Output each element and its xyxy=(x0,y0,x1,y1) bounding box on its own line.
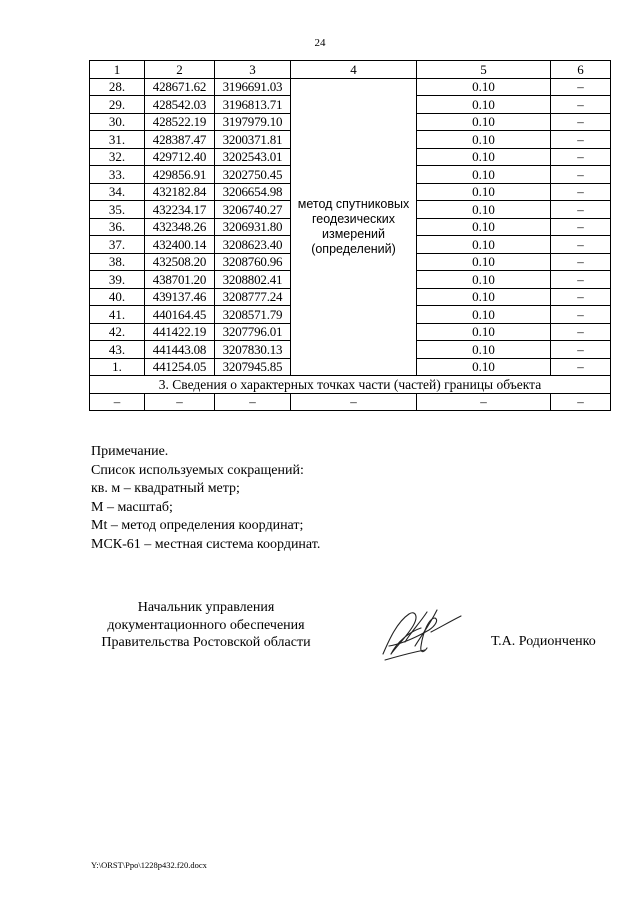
coord-y: 3197979.10 xyxy=(215,113,291,131)
coord-y: 3206931.80 xyxy=(215,218,291,236)
accuracy-mt: 0.10 xyxy=(417,236,551,254)
coord-y: 3208802.41 xyxy=(215,271,291,289)
header-row xyxy=(90,61,611,79)
coord-y: 3202543.01 xyxy=(215,148,291,166)
coord-x: 428387.47 xyxy=(145,131,215,149)
point-number: 35. xyxy=(90,201,145,219)
notes-line: Список используемых сокращений: xyxy=(91,462,304,478)
coord-x: 432508.20 xyxy=(145,253,215,271)
method-line: (определений) xyxy=(311,241,396,256)
row-note: – xyxy=(551,271,611,289)
method-line: метод спутниковых xyxy=(297,196,410,211)
coord-y: 3202750.45 xyxy=(215,166,291,184)
point-number: 37. xyxy=(90,236,145,254)
header-col-5: 5 xyxy=(417,61,551,79)
position-line: Правительства Ростовской области xyxy=(101,635,311,650)
row-note: – xyxy=(551,148,611,166)
coord-x: 432348.26 xyxy=(145,218,215,236)
accuracy-mt: 0.10 xyxy=(417,306,551,324)
point-number: 28. xyxy=(90,78,145,96)
coord-x: 441422.19 xyxy=(145,323,215,341)
point-number: 33. xyxy=(90,166,145,184)
coord-x: 428671.62 xyxy=(145,78,215,96)
row-note: – xyxy=(551,113,611,131)
point-number: 42. xyxy=(90,323,145,341)
coord-x: 440164.45 xyxy=(145,306,215,324)
notes-line: Mt – метод определения координат; xyxy=(91,518,304,533)
point-number: 1. xyxy=(90,358,145,376)
coord-y: 3208777.24 xyxy=(215,288,291,306)
empty-cell: – xyxy=(145,393,215,411)
row-note: – xyxy=(551,218,611,236)
position-line: Начальник управления xyxy=(137,600,275,615)
coord-x: 428542.03 xyxy=(145,96,215,114)
file-path: Y:\ORST\Ppo\1228p432.f20.docx xyxy=(91,860,207,870)
coord-y: 3208571.79 xyxy=(215,306,291,324)
signatory-name: Т.А. Родионченко xyxy=(491,634,596,649)
empty-cell: – xyxy=(551,393,611,411)
row-note: – xyxy=(551,236,611,254)
header-col-6: 6 xyxy=(551,61,611,79)
accuracy-mt: 0.10 xyxy=(417,323,551,341)
section-title: 3. Сведения о характерных точках части (частей) границы объекта xyxy=(90,376,611,394)
coord-y: 3207796.01 xyxy=(215,323,291,341)
notes-title: Примечание. xyxy=(91,444,169,459)
coord-y: 3206740.27 xyxy=(215,201,291,219)
accuracy-mt: 0.10 xyxy=(417,218,551,236)
accuracy-mt: 0.10 xyxy=(417,113,551,131)
accuracy-mt: 0.10 xyxy=(417,201,551,219)
table-body xyxy=(90,78,611,376)
coord-x: 432182.84 xyxy=(145,183,215,201)
empty-cell: – xyxy=(215,393,291,411)
accuracy-mt: 0.10 xyxy=(417,166,551,184)
point-number: 31. xyxy=(90,131,145,149)
row-note: – xyxy=(551,78,611,96)
coord-x: 429712.40 xyxy=(145,148,215,166)
row-note: – xyxy=(551,253,611,271)
coordinates-table xyxy=(89,60,611,411)
point-number: 43. xyxy=(90,341,145,359)
point-number: 30. xyxy=(90,113,145,131)
point-number: 38. xyxy=(90,253,145,271)
row-note: – xyxy=(551,306,611,324)
empty-cell: – xyxy=(417,393,551,411)
point-number: 29. xyxy=(90,96,145,114)
accuracy-mt: 0.10 xyxy=(417,358,551,376)
accuracy-mt: 0.10 xyxy=(417,183,551,201)
header-col-3: 3 xyxy=(215,61,291,79)
accuracy-mt: 0.10 xyxy=(417,253,551,271)
coord-x: 429856.91 xyxy=(145,166,215,184)
point-number: 41. xyxy=(90,306,145,324)
coord-y: 3207830.13 xyxy=(215,341,291,359)
table-row xyxy=(90,78,611,96)
table-section xyxy=(90,376,611,411)
method-line: измерений xyxy=(321,226,386,241)
point-number: 40. xyxy=(90,288,145,306)
row-note: – xyxy=(551,201,611,219)
section-title-row xyxy=(90,376,611,394)
accuracy-mt: 0.10 xyxy=(417,96,551,114)
page-number: 24 xyxy=(314,37,326,49)
empty-data-row xyxy=(90,393,611,411)
row-note: – xyxy=(551,131,611,149)
row-note: – xyxy=(551,96,611,114)
accuracy-mt: 0.10 xyxy=(417,271,551,289)
accuracy-mt: 0.10 xyxy=(417,341,551,359)
point-number: 39. xyxy=(90,271,145,289)
coord-x: 428522.19 xyxy=(145,113,215,131)
row-note: – xyxy=(551,358,611,376)
coord-y: 3196813.71 xyxy=(215,96,291,114)
accuracy-mt: 0.10 xyxy=(417,78,551,96)
row-note: – xyxy=(551,341,611,359)
point-number: 34. xyxy=(90,183,145,201)
notes-line: кв. м – квадратный метр; xyxy=(91,481,240,496)
coord-y: 3206654.98 xyxy=(215,183,291,201)
handwritten-signature xyxy=(375,602,465,666)
row-note: – xyxy=(551,183,611,201)
point-number: 32. xyxy=(90,148,145,166)
coord-y: 3208623.40 xyxy=(215,236,291,254)
accuracy-mt: 0.10 xyxy=(417,131,551,149)
accuracy-mt: 0.10 xyxy=(417,288,551,306)
row-note: – xyxy=(551,323,611,341)
notes-line: МСК-61 – местная система координат. xyxy=(91,536,321,552)
signatory-position xyxy=(91,599,321,652)
row-note: – xyxy=(551,166,611,184)
coord-y: 3207945.85 xyxy=(215,358,291,376)
row-note: – xyxy=(551,288,611,306)
point-number: 36. xyxy=(90,218,145,236)
header-col-2: 2 xyxy=(145,61,215,79)
empty-cell: – xyxy=(291,393,417,411)
coord-x: 441254.05 xyxy=(145,358,215,376)
notes-line: М – масштаб; xyxy=(91,499,173,515)
table-header xyxy=(90,61,611,79)
coord-x: 432400.14 xyxy=(145,236,215,254)
empty-cell: – xyxy=(90,393,145,411)
coord-x: 432234.17 xyxy=(145,201,215,219)
coord-x: 438701.20 xyxy=(145,271,215,289)
accuracy-mt: 0.10 xyxy=(417,148,551,166)
coord-x: 439137.46 xyxy=(145,288,215,306)
coord-y: 3208760.96 xyxy=(215,253,291,271)
notes-block xyxy=(91,443,320,554)
method-line: геодезических xyxy=(311,211,395,226)
header-col-1: 1 xyxy=(90,61,145,79)
method-cell xyxy=(291,78,417,376)
coord-x: 441443.08 xyxy=(145,341,215,359)
header-col-4: 4 xyxy=(291,61,417,79)
position-line: документационного обеспечения xyxy=(107,617,305,633)
coord-y: 3200371.81 xyxy=(215,131,291,149)
coord-y: 3196691.03 xyxy=(215,78,291,96)
